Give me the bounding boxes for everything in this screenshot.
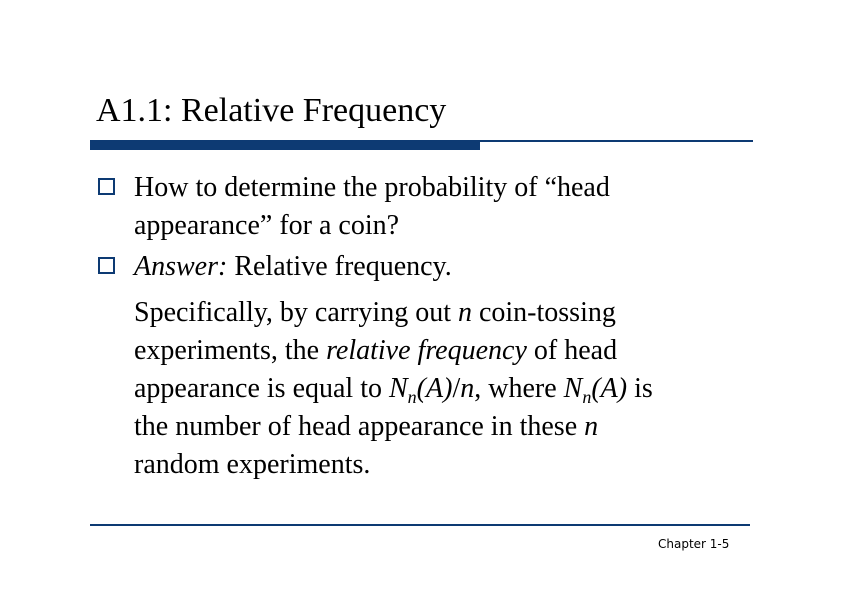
- square-bullet-icon: [98, 257, 115, 274]
- answer-text: [134, 248, 452, 286]
- slide-title: A1.1: Relative Frequency: [96, 92, 447, 129]
- bullet-text-line2: appearance” for a coin?: [134, 210, 400, 241]
- paragraph-line-4: the number of head appearance in these n: [134, 411, 599, 442]
- paragraph-line-5: random experiments.: [134, 449, 371, 480]
- paragraph-line-3: appearance is equal to $N_n(A)/n$, where $N_n(A)$ is: [134, 373, 653, 407]
- answer-label: Answer:: [134, 251, 228, 282]
- paragraph-line-1: Specifically, by carrying out n coin-tossing: [134, 297, 616, 328]
- paragraph-line-2: experiments, the relative frequency of head: [134, 335, 618, 366]
- footer-rule: [90, 524, 750, 526]
- slide-number: Chapter 1-5: [658, 537, 730, 551]
- answer-value: Relative frequency.: [227, 251, 452, 282]
- square-bullet-icon: [98, 178, 115, 195]
- title-rule-accent: [90, 142, 480, 150]
- bullet-text-line1: How to determine the probability of “head: [134, 172, 610, 203]
